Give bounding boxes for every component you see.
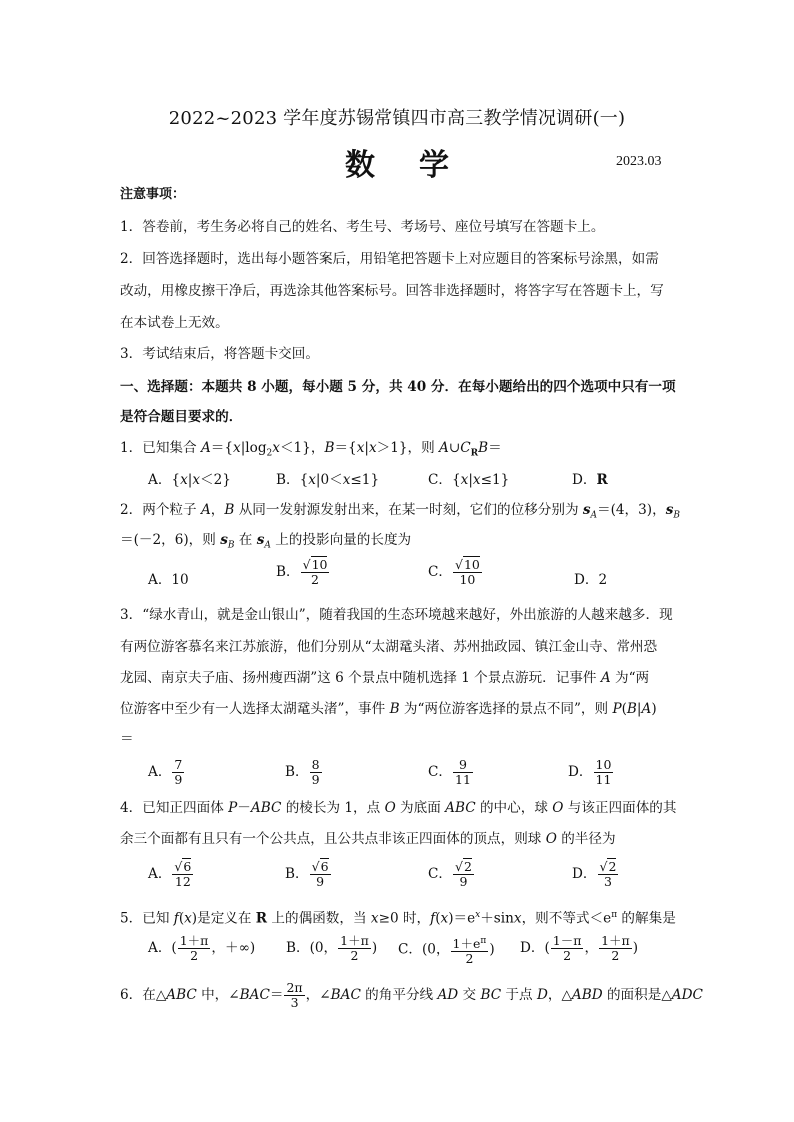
question-2-line-1: 2．两个粒子 A，B 从同一发射源发射出来，在某一时刻，它们的位移分别为 $s_A=(4$，3)，$s_B$ (120, 502, 680, 521)
question-3-line-3: 龙园、南京夫子庙、扬州瘦西湖”这 6 个景点中随机选择 1 个景点游玩．记事件 A 为“两 (120, 670, 650, 686)
question-1-option-d[interactable]: D．R (572, 472, 608, 488)
exam-date: 2023.03 (616, 154, 662, 169)
question-5-option-d[interactable]: D．( $\frac{1-\pi}{2}$ ， $\frac{1+\pi}{2}$ ) (520, 933, 639, 963)
subject-title: 数学 (345, 148, 493, 183)
question-5-option-b[interactable]: B．(0， $\frac{1+\pi}{2}$ ) (286, 933, 378, 963)
question-3-option-c[interactable]: C． $\frac{9}{11}$ (428, 757, 471, 787)
question-4-option-a[interactable]: A． $\frac{√6}{12}$ (148, 859, 192, 889)
section-heading-line-2: 是符合题目要求的． (120, 409, 243, 425)
q3-line-3-tail: 为“两 (615, 670, 650, 686)
question-4-line-2: 余三个面都有且只有一个公共点，且公共点非该正四面体的顶点，则球 O 的半径为 (120, 831, 616, 847)
note-2-line-2: 改动，用橡皮擦干净后，再选涂其他答案标号。回答非选择题时，将答字写在答题卡上，写 (120, 283, 664, 299)
note-2-line-3: 在本试卷上无效。 (120, 315, 229, 331)
q4-text-5: 与该正四面体的其 (567, 800, 677, 816)
note-2-line-1: 2．回答选择题时，选出每小题答案后，用铅笔把答题卡上对应题目的答案标号涂黑，如需 (120, 251, 659, 267)
note-1: 1．答卷前，考生务必将自己的姓名、考生号、考场号、座位号填写在答题卡上。 (120, 219, 605, 235)
question-1-option-b[interactable]: B．{x|0＜x≤1} (276, 472, 380, 488)
question-4-line-1: 4．已知正四面体 P－ABC 的棱长为 1，点 O 为底面 ABC 的中心，球 O 与该正四面体的其 (120, 800, 677, 816)
question-5-option-c[interactable]: C．(0， $\frac{1+e^\pi}{2}$ ) (398, 936, 495, 967)
q4-text-2: 的棱长为 1，点 (285, 800, 381, 816)
q4-text-7: 的半径为 (561, 831, 616, 847)
question-1-stem: 1．已知集合 $A=\{x|\log_2x<1\}$，B＝{x|x＞1}，则 $A\cup C_RB=$ (120, 440, 502, 459)
question-5-stem: 5．已知 f(x)是定义在 R 上的偶函数，当 x≥0 时，$f(x)=e^x+\sin x$，则不等式$<e^\pi$ 的解集是 (120, 910, 676, 927)
q4-text-1: 4．已知正四面体 (120, 800, 224, 816)
question-3-option-b[interactable]: B． $\frac{8}{9}$ (285, 757, 320, 787)
q3-line-4-tail: 为“两位游客选择的景点不同”，则 (403, 701, 609, 717)
question-4-option-d[interactable]: D． $\frac{√2}{3}$ (572, 859, 617, 889)
question-3-line-4: 位游客中至少有一人选择太湖鼋头渚”，事件 B 为“两位游客选择的景点不同”，则 P(B|A) (120, 701, 657, 717)
note-3: 3．考试结束后，将答题卡交回。 (120, 346, 319, 362)
question-2-line-2: ＝(－2，6)，则 $s_B$ 在 $s_A$ 上的投影向量的长度为 (120, 532, 412, 551)
question-4-option-c[interactable]: C． $\frac{√2}{9}$ (428, 859, 472, 889)
q4-text-4: 的中心，球 (479, 800, 548, 816)
question-3-line-2: 有两位游客慕名来江苏旅游，他们分别从“太湖鼋头渚、苏州拙政园、镇江金山寺、常州恐 (120, 639, 658, 655)
question-4-option-b[interactable]: B． $\frac{√6}{9}$ (285, 859, 329, 889)
question-2-option-c[interactable]: C． $\frac{√10}{10}$ (428, 557, 480, 587)
exam-title: 2022~2023 学年度苏锡常镇四市高三教学情况调研(一) (168, 108, 626, 129)
q4-text-3: 为底面 (400, 800, 441, 816)
section-heading-line-1: 一、选择题：本题共 8 小题，每小题 5 分，共 40 分．在每小题给出的四个选项中只有一项 (120, 379, 676, 395)
question-3-option-a[interactable]: A． $\frac{7}{9}$ (148, 757, 183, 787)
q4-text-6: 余三个面都有且只有一个公共点，且公共点非该正四面体的顶点，则球 (120, 831, 542, 847)
question-1-option-a[interactable]: A．{x|x＜2} (148, 472, 231, 488)
q3-line-4-text: 位游客中至少有一人选择太湖鼋头渚”，事件 (120, 701, 386, 717)
question-1-option-c[interactable]: C．{x|x≤1} (428, 472, 510, 488)
question-2-option-a[interactable]: A．10 (148, 572, 189, 588)
question-3-line-1: 3．“绿水青山，就是金山银山”，随着我国的生态环境越来越好，外出旅游的人越来越多．现 (120, 607, 673, 623)
question-3-line-5: ＝ (120, 731, 134, 747)
question-5-option-a[interactable]: A．( $\frac{1+\pi}{2}$ ，＋∞) (148, 933, 256, 963)
question-2-option-b[interactable]: B． $\frac{√10}{2}$ (276, 557, 328, 587)
q3-line-3-text: 龙园、南京夫子庙、扬州瘦西湖”这 6 个景点中随机选择 1 个景点游玩．记事件 (120, 670, 597, 686)
question-3-option-d[interactable]: D． $\frac{10}{11}$ (568, 757, 612, 787)
question-6-stem: 6．在△ABC 中，∠BAC＝ $\frac{2\pi}{3}$ ，∠BAC 的角平分线 AD 交 BC 于点 D，△ABD 的面积是△ADC (120, 980, 703, 1010)
notes-heading: 注意事项： (120, 187, 186, 202)
question-2-option-d[interactable]: D．2 (574, 572, 608, 588)
